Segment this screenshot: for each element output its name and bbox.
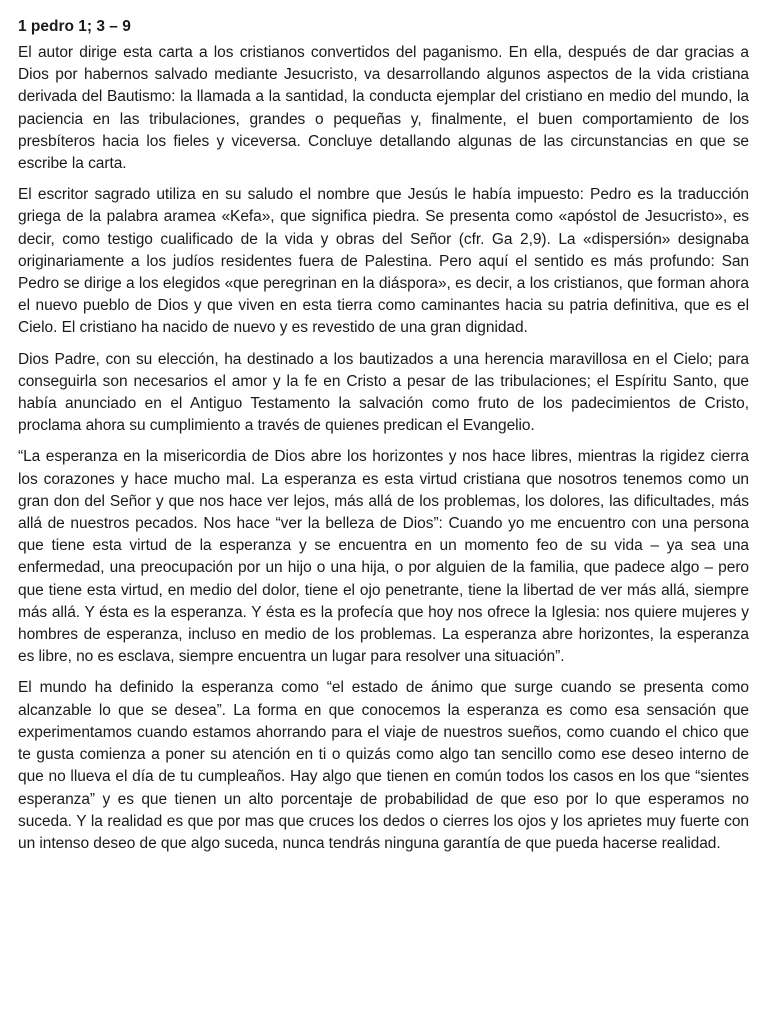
document-title: 1 pedro 1; 3 – 9: [18, 18, 131, 35]
paragraph-world-hope: El mundo ha definido la esperanza como “el estado de ánimo que surge cuando se presenta como alcanzable lo que se desea”. La forma en que conocemos la esperanza es como esa sensación que experimentamos cuando estamos ahorrando para el viaje de nuestros sueños, como cuando el chico que te gusta comienza a poner su atención en ti o quizás como algo tan sencillo como ese deseo interno de que no llueva el día de tu cumpleaños. Hay algo que tienen en común todos los casos en los que “sientes esperanza” y es que tienen un alto porcentaje de probabilidad de que eso por lo que esperamos no suceda. Y la realidad es que por mas que cruces los dedos o cierres los ojos y los aprietes muy fuerte con un intenso deseo de que algo suceda, nunca tendrás ninguna garantía de que pueda hacerse realidad.: [18, 679, 749, 852]
document-page: [18, 16, 749, 864]
paragraph-inheritance: Dios Padre, con su elección, ha destinado a los bautizados a una herencia maravillosa en el Cielo; para conseguirla son necesarios el amor y la fe en Cristo a pesar de las tribulaciones; el Espíritu Santo, que había anunciado en el Antiguo Testamento la salvación como fruto de los padecimientos de Cristo, proclama ahora su cumplimiento a través de quienes predican el Evangelio.: [18, 350, 749, 435]
paragraph-hope-quote: “La esperanza en la misericordia de Dios abre los horizontes y nos hace libres, mientras la rigidez cierra los corazones y hace mucho mal. La esperanza es esta virtud cristiana que nosotros tenemos como un gran don del Señor y que nos hace ver lejos, más allá de los problemas, los dolores, las dificultades, más allá de nuestros pecados. Nos hace “ver la belleza de Dios”: Cuando yo me encuentro con una persona que tiene esta virtud de la esperanza y se encuentra en un momento feo de su vida – ya sea una enfermedad, una preocupación por un hijo o una hija, o por alguien de la familia, que padece algo – pero que tiene esta virtud, en medio del dolor, tiene el ojo penetrante, tiene la libertad de ver más allá, siempre más allá. Y ésta es la esperanza. Y ésta es la profecía que hoy nos ofrece la Iglesia: nos quiere mujeres y hombres de esperanza, incluso en medio de los problemas. La esperanza abre horizontes, la esperanza es libre, no es esclava, siempre encuentra un lugar para resolver una situación”.: [18, 448, 749, 666]
paragraph-greeting: El escritor sagrado utiliza en su saludo el nombre que Jesús le había impuesto: Pedro es la traducción griega de la palabra aramea «Kefa», que significa piedra. Se presenta como «apóstol de Jesucristo», es decir, como testigo cualificado de la vida y obras del Señor (cfr. Ga 2,9). La «dispersión» designaba originariamente a los judíos residentes fuera de Palestina. Pero aquí el sentido es más profundo: San Pedro se dirige a los elegidos «que peregrinan en la diáspora», es decir, a los cristianos, que forman ahora el nuevo pueblo de Dios y que viven en esta tierra como caminantes hacia su patria definitiva, que es el Cielo. El cristiano ha nacido de nuevo y es revestido de una gran dignidad.: [18, 186, 749, 337]
paragraph-intro: El autor dirige esta carta a los cristianos convertidos del paganismo. En ella, después de dar gracias a Dios por habernos salvado mediante Jesucristo, va desarrollando algunos aspectos de la vida cristiana derivada del Bautismo: la llamada a la santidad, la conducta ejemplar del cristiano en medio del mundo, la paciencia en las tribulaciones, grandes o pequeñas y, finalmente, el buen comportamiento de los presbíteros hacia los fieles y viceversa. Concluye detallando algunas de las circunstancias en que se escribe la carta.: [18, 44, 749, 173]
